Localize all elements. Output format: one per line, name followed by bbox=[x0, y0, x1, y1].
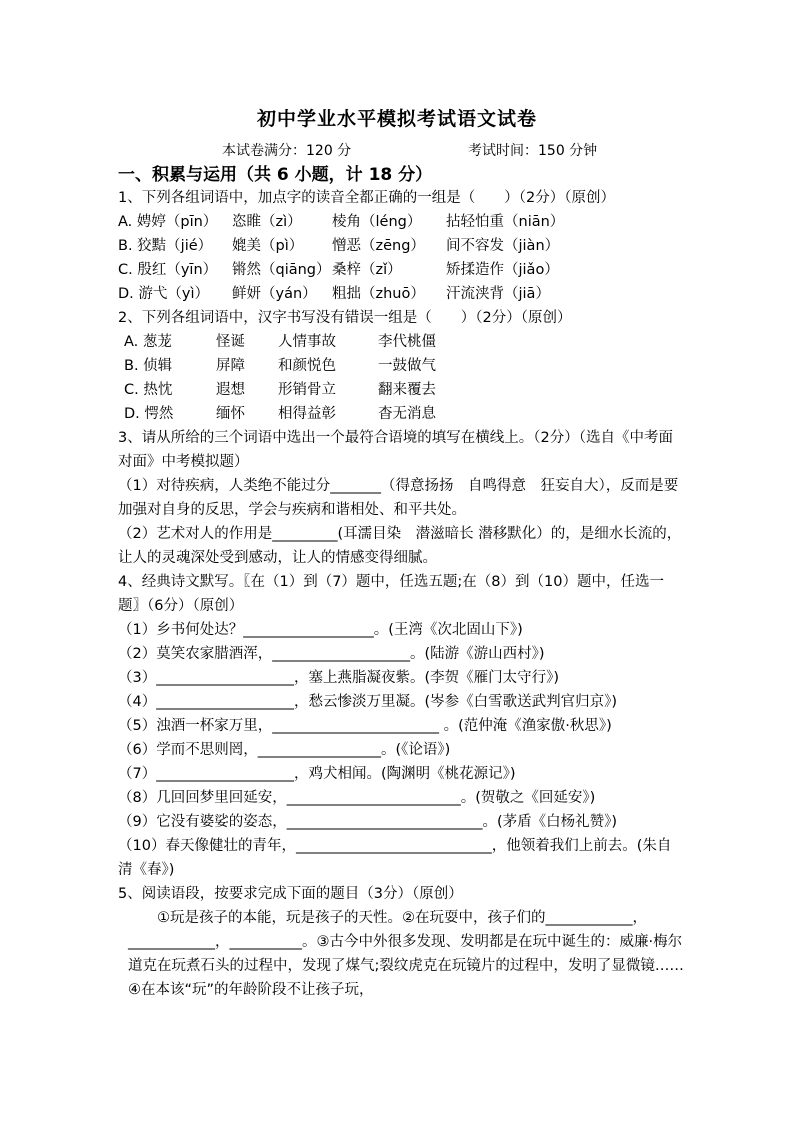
option-word: 拈轻怕重（niān） bbox=[446, 214, 565, 230]
q2-option-a bbox=[118, 330, 684, 354]
q4-item: （1）乡书何处达？__________________。(王湾《次北固山下》) bbox=[118, 622, 523, 638]
option-word: 人情事故 bbox=[278, 334, 336, 350]
q4-item: （2）莫笑农家腊酒浑，___________________。(陆游《游山西村》) bbox=[118, 646, 545, 662]
option-word: 遐想 bbox=[216, 382, 245, 398]
full-score: 本试卷满分：120 分 bbox=[222, 143, 352, 159]
option-word: 汗流浃背（jiā） bbox=[446, 286, 550, 302]
option-word: B. 狡黠（jié） bbox=[118, 238, 213, 254]
q4-stem: 4、经典诗文默写。〖在（1）到（7）题中，任选五题;在（8）到（10）题中，任选一题〗（6分）（原创） bbox=[118, 574, 664, 614]
option-word: 形销骨立 bbox=[278, 382, 336, 398]
q1-option-b bbox=[118, 234, 684, 258]
q2-option-d bbox=[118, 402, 684, 426]
q4-item: （7）___________________，鸡犬相闻。(陶渊明《桃花源记》) bbox=[118, 766, 516, 782]
q4-item: （4）___________________，愁云惨淡万里凝。(岑参《白雪歌送武判官归京》) bbox=[118, 694, 618, 710]
q1-option-a bbox=[118, 210, 684, 234]
option-word: 桑梓（zǐ） bbox=[332, 262, 402, 278]
option-word: D. 游弋（yì） bbox=[118, 286, 209, 302]
q3-sentence-2: （2）艺术对人的作用是_________(耳濡目染 潜滋暗长 潜移默化）的，是细水长流的，让人的灵魂深处受到感动，让人的情感变得细腻。 bbox=[118, 526, 682, 566]
option-word: C. 热忱 bbox=[124, 382, 173, 398]
q1-stem: 1、下列各组词语中，加点字的读音全都正确的一组是（ ）（2分）（原创） bbox=[118, 190, 615, 206]
option-word: 间不容发（jiàn） bbox=[446, 238, 560, 254]
q1-option-c bbox=[118, 258, 684, 282]
questions bbox=[118, 186, 684, 1002]
option-word: 和颜悦色 bbox=[278, 358, 336, 374]
option-word: C. 殷红（yīn） bbox=[118, 262, 218, 278]
option-word: A. 娉婷（pīn） bbox=[118, 214, 218, 230]
option-word: 憎恶（zēng） bbox=[332, 238, 425, 254]
q4-item: （9）它没有婆娑的姿态，___________________________。(茅盾《白杨礼赞》) bbox=[118, 814, 618, 830]
option-word: 鲜妍（yán） bbox=[232, 286, 317, 302]
q3-stem: 3、请从所给的三个词语中选出一个最符合语境的填写在横线上。（2分）（选自《中考面对面》中考模拟题） bbox=[118, 430, 673, 470]
option-word: 相得益彰 bbox=[278, 406, 336, 422]
q5-stem: 5、阅读语段，按要求完成下面的题目（3分）（原创） bbox=[118, 886, 463, 902]
option-word: A. 葱茏 bbox=[124, 334, 172, 350]
q2-option-c bbox=[118, 378, 684, 402]
option-word: B. 侦辑 bbox=[124, 358, 173, 374]
q1-option-d bbox=[118, 282, 684, 306]
option-word: 恣睢（zì） bbox=[232, 214, 302, 230]
option-word: 一鼓做气 bbox=[378, 358, 436, 374]
q4-item: （3）___________________，塞上燕脂凝夜紫。(李贺《雁门太守行》) bbox=[118, 670, 560, 686]
option-word: 锵然（qiāng） bbox=[232, 262, 331, 278]
option-word: 怪诞 bbox=[216, 334, 245, 350]
q4-item: （6）学而不思则罔，_________________。(《论语》) bbox=[118, 742, 451, 758]
q2-stem: 2、下列各组词语中，汉字书写没有错误一组是（ ）（2分）（原创） bbox=[118, 310, 572, 326]
section-heading: 一、积累与运用（共 6 小题，计 18 分） bbox=[118, 165, 433, 185]
q4-item: （5）浊酒一杯家万里，_______________________ 。(范仲淹《渔家傲·秋思》) bbox=[118, 718, 612, 734]
q3-sentence-1: （1）对待疾病，人类绝不能过分_______（得意扬扬 自鸣得意 狂妄自大），反而是要加强对自身的反思，学会与疾病和谐相处、和平共处。 bbox=[118, 478, 679, 518]
option-word: 李代桃僵 bbox=[378, 334, 436, 350]
option-word: D. 愕然 bbox=[124, 406, 174, 422]
q5-passage: ①玩是孩子的本能，玩是孩子的天性。②在玩耍中，孩子们的____________，____________，__________。③古今中外很多发现、发明都是在玩中诞生的：威廉·梅尔道克在玩煮石头的过程中，发现了煤气;裂纹虎克在玩镜片的过程中，发明了显微镜……④在本该“玩”的年龄阶段不让孩子玩， bbox=[128, 910, 684, 998]
q2-option-b bbox=[118, 354, 684, 378]
option-word: 媲美（pì） bbox=[232, 238, 304, 254]
option-word: 棱角（léng） bbox=[332, 214, 422, 230]
option-word: 粗拙（zhuō） bbox=[332, 286, 425, 302]
option-word: 杳无消息 bbox=[378, 406, 436, 422]
option-word: 翻来覆去 bbox=[378, 382, 436, 398]
q4-item: （8）几回回梦里回延安，________________________。(贺敬之《回延安》) bbox=[118, 790, 596, 806]
option-word: 矫揉造作（jiǎo） bbox=[446, 262, 559, 278]
option-word: 屏障 bbox=[216, 358, 245, 374]
option-word: 缅怀 bbox=[216, 406, 245, 422]
q4-item: （10）春天像健壮的青年，___________________________，他领着我们上前去。(朱自清《春》) bbox=[118, 838, 672, 878]
page-title: 初中学业水平模拟考试语文试卷 bbox=[256, 108, 537, 130]
exam-time: 考试时间：150 分钟 bbox=[468, 143, 598, 159]
